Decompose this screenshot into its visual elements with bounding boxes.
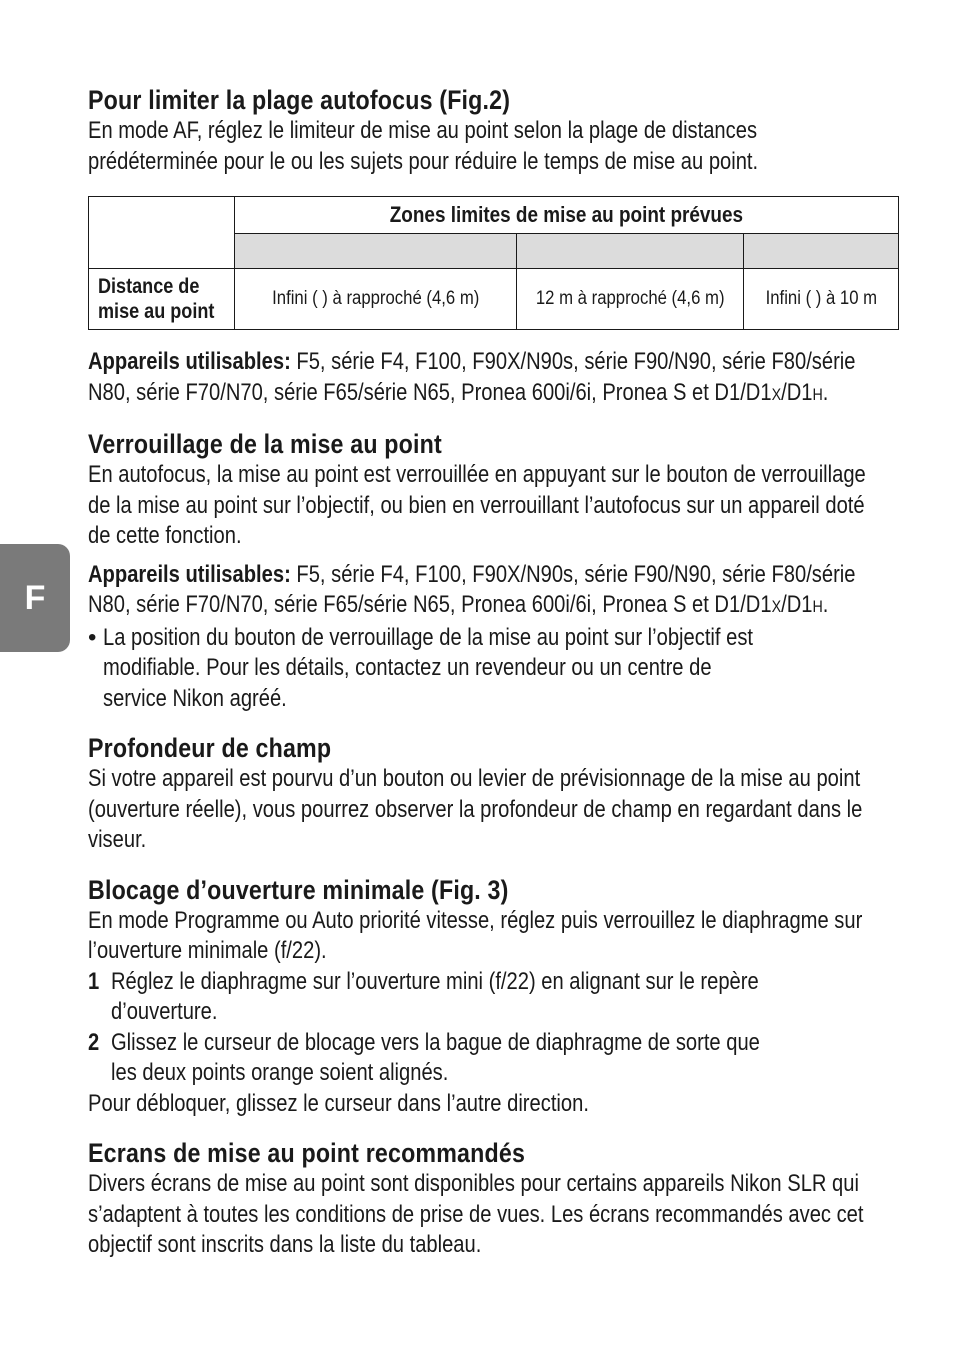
language-tab <box>0 544 70 652</box>
min-aperture-lock-text: En mode Programme ou Auto priorité vitesse, réglez puis verrouillez le diaphragme sur l’ouverture minimale (f/22). <box>88 906 863 964</box>
compatible-label: Appareils utilisables: <box>88 348 291 375</box>
step-item <box>88 1028 888 1089</box>
depth-of-field-title: Profondeur de champ <box>88 733 332 763</box>
depth-of-field-text: Si votre appareil est pourvu d’un bouton ou levier de prévisionnage de la mise au point (ouverture réelle), vous pourrez observer la profondeur de champ en regardant dans le viseur. <box>88 765 863 853</box>
step-number: 2 <box>88 1028 100 1056</box>
compatible-text: . <box>822 591 829 618</box>
table-cell <box>235 269 517 330</box>
table-subheader-cell-2 <box>517 234 744 269</box>
table-row-label <box>89 269 235 330</box>
focus-lock-title: Verrouillage de la mise au point <box>88 429 442 459</box>
focus-lock-note <box>88 623 888 715</box>
cell-text: Infini ( ) à 10 m <box>765 288 877 309</box>
table-subheader-cell-3 <box>744 234 899 269</box>
table-subheader-cell-1 <box>235 234 517 269</box>
step-text: Glissez le curseur de blocage vers la bague de diaphragme de sorte que les deux points orange soient alignés. <box>110 1028 760 1086</box>
compatible-smallcap: X <box>771 384 782 404</box>
language-tab-letter: F <box>24 578 46 617</box>
compatible-text: /D1 <box>781 378 813 406</box>
page-content <box>88 84 888 1261</box>
table-cell <box>744 269 899 330</box>
table-cell <box>517 269 744 330</box>
focus-zones-table <box>88 196 899 330</box>
compatible-smallcap: H <box>812 384 823 404</box>
row-label-line-1: Distance de <box>98 275 200 298</box>
compatible-text: F5, série F4, F100, F90X/N90s, série F90/N90, série F80/série N80, série F70/N70, série F65/série N65, Pronea 600i/6i, Pronea S et D1/D1 <box>88 348 856 406</box>
min-aperture-lock-title: Blocage d’ouverture minimale (Fig. 3) <box>88 874 509 905</box>
focusing-screens-text: Divers écrans de mise au point sont disponibles pour certains appareils Nikon SLR qui s’adaptent à toutes les conditions de prise de vues. Les écrans recommandés avec cet objectif sont inscrits dans la liste du tableau. <box>88 1170 864 1258</box>
autofocus-limit-title: Pour limiter la plage autofocus (Fig.2) <box>88 85 511 115</box>
cell-text: Infini ( ) à rapproché (4,6 m) <box>271 288 480 309</box>
unlock-instruction: Pour débloquer, glissez le curseur dans l’autre direction. <box>88 1089 589 1117</box>
bullet-text: La position du bouton de verrouillage de la mise au point sur l’objectif est modifiable. Pour les détails, contactez un revendeur ou un centre de service Nikon agréé. <box>103 623 754 712</box>
row-label-line-2: mise au point <box>98 300 215 323</box>
compatible-text: F5, série F4, F100, F90X/N90s, série F90/N90, série F80/série N80, série F70/N70, série F65/série N65, Pronea 600i/6i, Pronea S et D1/D1 <box>88 560 856 618</box>
bullet-mark: • <box>88 623 97 651</box>
compatible-text: . <box>822 378 829 406</box>
focus-lock-text: En autofocus, la mise au point est verrouillée en appuyant sur le bouton de verrouillage de la mise au point sur l’objectif, ou bien en verrouillant l’autofocus sur un appareil doté de cette fonction. <box>88 461 866 549</box>
table-corner-cell <box>89 197 235 269</box>
compatible-label: Appareils utilisables: <box>88 560 291 588</box>
compatible-cameras-2 <box>88 560 888 623</box>
focusing-screens-title: Ecrans de mise au point recommandés <box>88 1138 526 1168</box>
step-number: 1 <box>88 967 100 995</box>
table-header <box>235 197 899 234</box>
compatible-smallcap: H <box>812 597 823 616</box>
autofocus-limit-text: En mode AF, réglez le limiteur de mise au point selon la plage de distances prédéterminée pour le ou les sujets pour réduire le temps de mise au point. <box>88 117 759 175</box>
compatible-smallcap: X <box>771 597 782 616</box>
compatible-cameras-1 <box>88 347 888 410</box>
compatible-text: /D1 <box>781 591 813 618</box>
table-header-label: Zones limites de mise au point prévues <box>389 202 744 227</box>
cell-text: 12 m à rapproché (4,6 m) <box>535 288 725 309</box>
step-item <box>88 967 888 1028</box>
step-text: Réglez le diaphragme sur l’ouverture mini (f/22) en alignant sur le repère d’ouverture. <box>110 967 759 1025</box>
